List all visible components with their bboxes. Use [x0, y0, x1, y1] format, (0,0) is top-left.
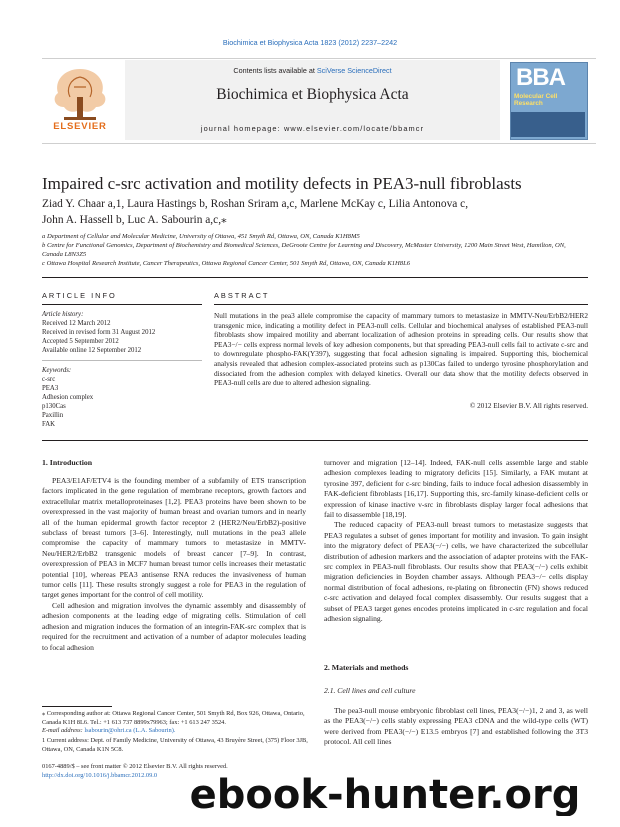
- history-item: Accepted 5 September 2012: [42, 338, 119, 345]
- copyright: © 2012 Elsevier B.V. All rights reserved.: [469, 402, 588, 410]
- contents-line: [125, 66, 500, 75]
- author-list: [42, 196, 587, 228]
- doi-link[interactable]: http://dx.doi.org/10.1016/j.bbamcr.2012.09.0: [42, 772, 158, 779]
- journal-cover-title: BBA: [516, 64, 565, 91]
- authors-line-1: Ziad Y. Chaar a,1, Laura Hastings b, Roshan Sriram a,c, Marlene McKay c, Lilia Antonova c,: [42, 198, 469, 210]
- email-link[interactable]: lsabourin@ohri.ca (L.A. Sabourin).: [84, 727, 176, 734]
- homepage-link[interactable]: www.elsevier.com/locate/bbamcr: [283, 124, 425, 133]
- history-item: Available online 12 September 2012: [42, 347, 142, 354]
- right-column: [324, 458, 588, 625]
- keywords-label: Keywords:: [42, 367, 72, 374]
- section-1-heading: 1. Introduction: [42, 458, 93, 467]
- history-item: Received in revised form 31 August 2012: [42, 329, 156, 336]
- homepage-prefix: journal homepage:: [200, 124, 284, 133]
- paragraph: The reduced capacity of PEA3-null breast tumors to metastasize suggests that PEA3 regulates a subset of genes important for motility and invasion. To gain insight into the migratory defect of PEA3(−/−) cells, we have characterized the subcellular distribution of adhesion markers and the association of adapter proteins with the FAK-src complex in PEA3-null fibroblasts. Our results show that PEA3(−/−) cells exhibit migration deficiencies in Boyden chamber assays. Although PEA3−/− cells display normal distribution of focal adhesions, re-plating on fibronectin (FN) shows reduced c-src activation and delayed focal complex disassembly. Our results suggest that a subset of PEA3 target genes encodes proteins implicated in c-src regulation and focal adhesion signaling.: [324, 520, 588, 624]
- divider: [42, 277, 588, 278]
- abstract-heading: ABSTRACT: [214, 291, 270, 300]
- keyword: c-src: [42, 376, 56, 383]
- article-info-heading: ARTICLE INFO: [42, 291, 117, 300]
- keyword: Paxillin: [42, 412, 64, 419]
- right-column-methods: [324, 706, 588, 748]
- section-2-1-heading: 2.1. Cell lines and cell culture: [324, 686, 416, 695]
- footnote-email: [42, 727, 314, 736]
- watermark-text: ebook-hunter.org: [189, 772, 581, 816]
- article-title: Impaired c-src activation and motility defects in PEA3-null fibroblasts: [42, 174, 522, 193]
- history-item: Received 12 March 2012: [42, 320, 111, 327]
- keyword: Adhesion complex: [42, 394, 94, 401]
- divider: [42, 440, 588, 441]
- keywords: [42, 366, 202, 429]
- issn-line: 0167-4889/$ – see front matter © 2012 Elsevier B.V. All rights reserved.: [42, 763, 228, 770]
- email-label: E-mail address:: [42, 727, 83, 734]
- footnote-current-address: 1 Current address: Dept. of Family Medicine, University of Ottawa, 43 Bruyère Street, (375) Floor 3JB, Ottawa, ON, Canada K1N 5C8.: [42, 737, 308, 753]
- left-column: [42, 476, 306, 653]
- keyword: PEA3: [42, 385, 59, 392]
- journal-title: Biochimica et Biophysica Acta: [216, 86, 409, 103]
- divider: [214, 304, 588, 305]
- affiliation-b: b Centre for Functional Genomics, Department of Biochemistry and Biomedical Sciences, DeGroote Centre for Learning and Discovery, McMaster University, 1200 Main Street West, Hamilton, ON, Canada L8N3Z5: [42, 242, 566, 258]
- contents-prefix: Contents lists available at: [233, 66, 317, 75]
- divider: [42, 304, 202, 305]
- abstract-text: Null mutations in the pea3 allele compromise the capacity of mammary tumors to metastasize in MMTV-Neu/ErbB2/HER2 transgenic mice, indicating a motility defect in PEA3-null cells. Cellular and biochemical analyses of established PEA3-null fibroblasts show impaired motility and aberrant localization of adhesion proteins in spreading cells. Our results show that PEA3−/− cells express normal levels of key adhesion components, but that spreading PEA3-null cells fail to activate c-src and to downregulate phospho-FAK(Y397), suggesting that focal adhesion signaling is impaired. Supporting this, biochemical analysis revealed that adhesion complex-associated proteins such as p130Cas failed to undergo tyrosine phosphorylation and dissociated from the adhesion complex with delayed kinetics. Overall our data show that the motility defects observed in PEA3-null cells are due to altered adhesion signaling.: [214, 311, 588, 388]
- authors-line-2: John A. Hassell b, Luc A. Sabourin a,c,⁎: [42, 214, 227, 226]
- keyword: FAK: [42, 421, 56, 428]
- paragraph: PEA3/E1AF/ETV4 is the founding member of a subfamily of ETS transcription factors implicated in the gene regulation of membrane receptors, growth factors and extracellular matrix metalloproteinases [1,2]. PEA3 proteins have been shown to be overexpressed in the vast majority of human breast and ovarian tumors and in nearly all of the human epidermal growth factor receptor 2 (HER2/Neu/ErbB2)-positive subclass of breast tumors [3–6]. Interestingly, null mutations in the pea3 allele compromise the capacity of mammary tumors to metastasize in MMTV-Neu/HER2/ErbB2 transgenic models of breast cancer [7–9]. In contrast, overexpression of PEA3 in MCF7 human breast tumor cells increases their metastatic potential [10], whereas PEA3 antisense RNA reduces the invasiveness of human tumor cells [11]. These results strongly suggest a role for PEA3 in the regulation of target genes important for the control of cell motility.: [42, 476, 306, 600]
- paragraph: The pea3-null mouse embryonic fibroblast cell lines, PEA3(−/−)1, 2 and 3, as well as the PEA3(−/−) cells stably expressing PEA3 cDNA and the wild-type cells (WT) were derived from PEA3(−/−) E13.5 embryos [7] and established following the 3T3 protocol. All cell lines: [324, 706, 588, 747]
- sciencedirect-link[interactable]: SciVerse ScienceDirect: [316, 66, 392, 75]
- affiliation-c: c Ottawa Hospital Research Institute, Cancer Therapeutics, Ottawa Regional Cancer Center, 501 Smyth Rd, Ottawa, ON, Canada K1H8L6: [42, 260, 411, 267]
- divider: [42, 360, 202, 361]
- elsevier-wordmark: ELSEVIER: [53, 121, 107, 132]
- paragraph: Cell adhesion and migration involves the dynamic assembly and disassembly of adhesion components at the leading edge of migrating cells. Stimulation of cell adhesion and migration induces the formation of an integrin-FAK-src complex that is required for the recruitment and activation of a number of adaptor molecules leading to focal adhesion: [42, 600, 306, 652]
- article-history: [42, 310, 202, 355]
- keyword: p130Cas: [42, 403, 66, 410]
- footnote-divider: [42, 706, 112, 707]
- journal-homepage: [125, 124, 500, 133]
- watermark: [150, 772, 620, 816]
- paragraph: turnover and migration [12–14]. Indeed, FAK-null cells assemble large and stable adhesion complexes leading to migratory deficits [15]. Similarly, a FAK mutant at tyrosine 397, deficient for c-src binding, fails to induce focal adhesion disassembly in FAK-deficient fibroblasts [16,17]. Supporting this, src-family kinase-deficient cells or expression of kinase inactive v-src in fibroblasts display larger focal adhesions that fail to disassemble [18,19].: [324, 458, 588, 520]
- journal-citation[interactable]: Biochimica et Biophysica Acta 1823 (2012) 2237–2242: [222, 38, 398, 47]
- journal-cover-band: [511, 112, 585, 137]
- journal-cover-subtitle: Molecular Cell Research: [514, 93, 558, 107]
- affiliation-a: a Department of Cellular and Molecular Medicine, University of Ottawa, 451 Smyth Rd, Ottawa, ON, Canada K1H8M5: [42, 233, 360, 240]
- section-2-heading: 2. Materials and methods: [324, 663, 409, 672]
- footnote-corresponding: ⁎ Corresponding author at: Ottawa Regional Cancer Center, 501 Smyth Rd, Box 926, Ottawa, Ontario, Canada K1H 8L6. Tel.: +1 613 737 8899x79963; fax: +1 613 247 3524.: [42, 710, 305, 726]
- history-label: Article history:: [42, 311, 84, 318]
